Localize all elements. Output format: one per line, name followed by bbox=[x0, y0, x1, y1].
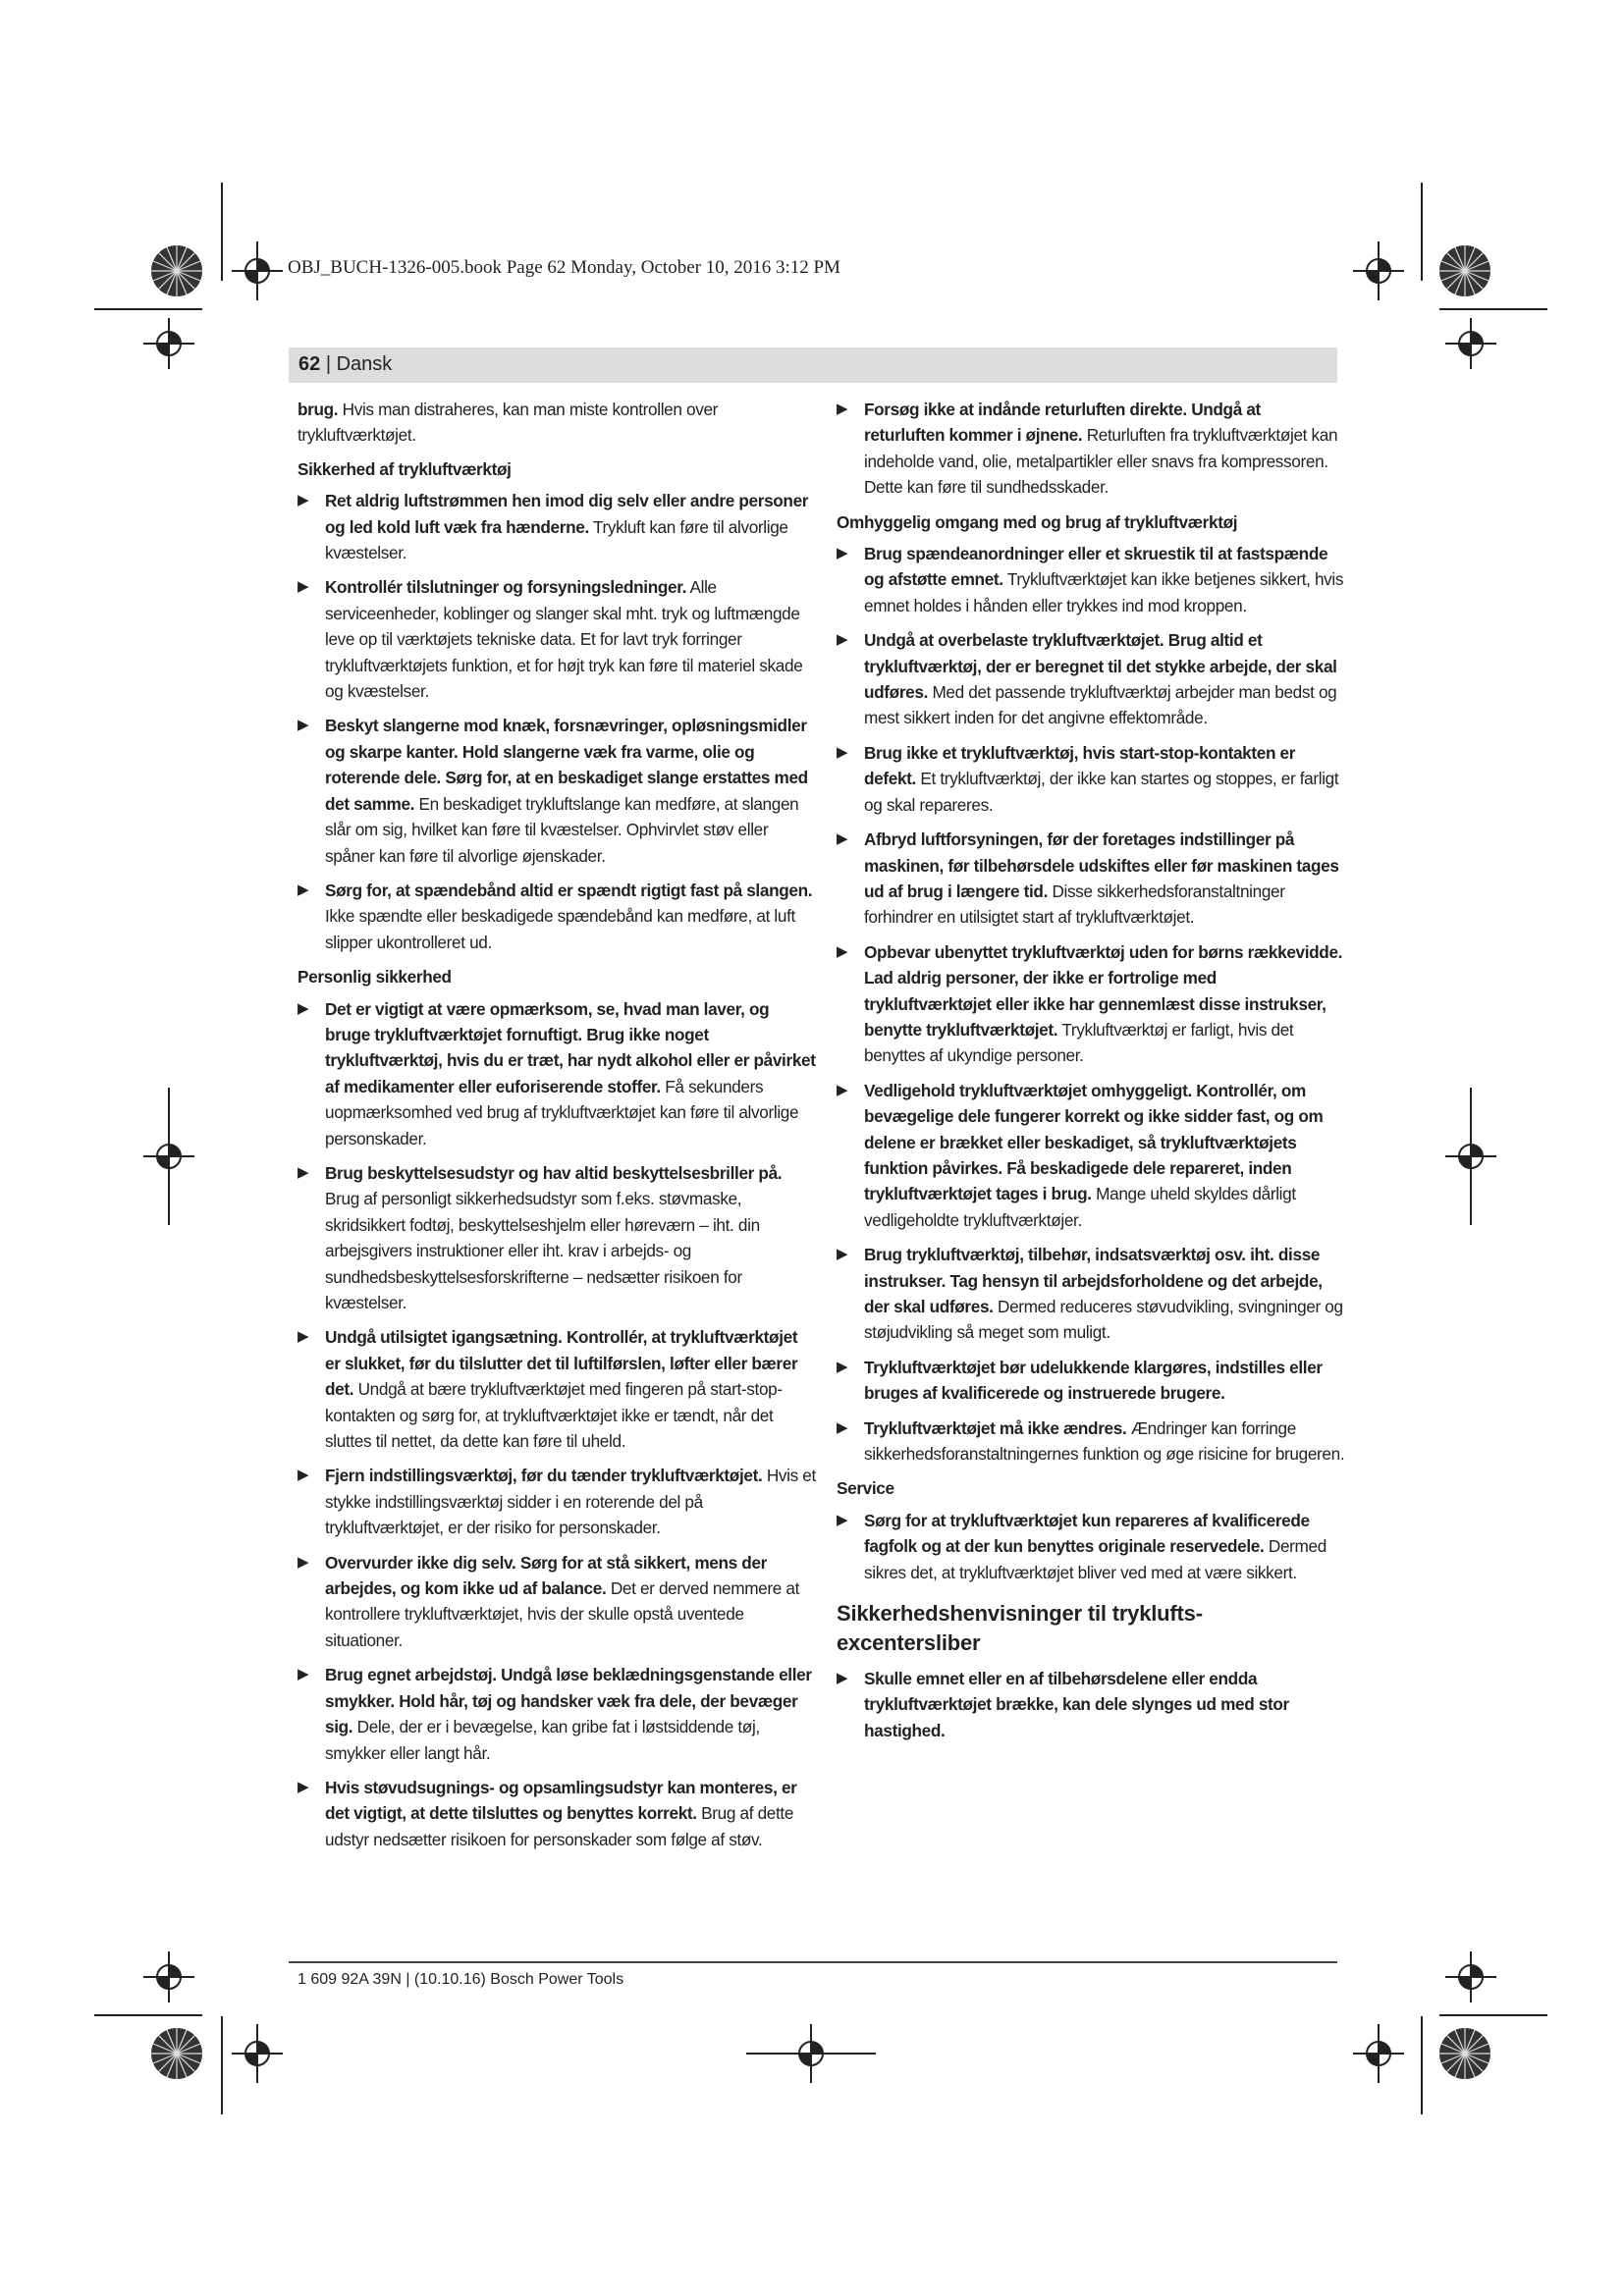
warning-bold: Skulle emnet eller en af tilbehørsdelene eller endda trykluftværktøjet brække, kan dele slynges ud med stor hastighed. bbox=[864, 1669, 1289, 1740]
warning-item bbox=[837, 1242, 1345, 1346]
warning-item bbox=[298, 1160, 816, 1315]
warning-item bbox=[837, 627, 1345, 731]
warning-item bbox=[298, 574, 816, 704]
warning-text: En beskadiget trykluftslange kan medføre, at slangen slår om sig, hvilket kan føre til kvæstelser. Ophvirvlet støv eller spåner kan føre til alvorlige øjenskader. bbox=[325, 793, 799, 866]
warning-item bbox=[837, 1508, 1345, 1585]
warning-bold: Fjern indstillingsværktøj, før du tænder trykluftværktøjet. bbox=[325, 1466, 763, 1486]
trim-line bbox=[94, 308, 202, 310]
bullet-arrow-icon: ▶ bbox=[298, 1328, 309, 1346]
bullet-arrow-icon: ▶ bbox=[298, 1163, 309, 1181]
warning-bold: Undgå utilsigtet igangsætning. Kontrollér, at trykluftværktøjet er slukket, før du tilslutter det til luftilførslen, løfter eller bærer det. bbox=[325, 1327, 798, 1400]
warning-bold: Undgå at overbelaste trykluftværktøjet. Brug altid et trykluftværktøj, der er beregnet til det stykke arbejde, der skal udføres. bbox=[864, 630, 1337, 703]
warning-item bbox=[298, 1775, 816, 1852]
warning-text: Undgå at bære trykluftværktøjet med fingeren på start-stop-kontakten og sørg for, at trykluftværktøjet ikke er tændt, når det sluttes til nettet, da dette kan føre til uheld. bbox=[325, 1379, 783, 1452]
warning-bold: Forsøg ikke at indånde returluften direkte. Undgå at returluften kommer i øjnene. bbox=[864, 400, 1261, 446]
warning-text: Trykluft kan føre til alvorlige kvæstelser. bbox=[325, 516, 788, 563]
intro-text: Hvis man distraheres, kan man miste kontrollen over trykluftværktøjet. bbox=[298, 400, 719, 446]
crosshair-top-right-mark bbox=[1353, 241, 1404, 300]
trim-line bbox=[1421, 183, 1423, 281]
warning-text: Ændringer kan forringe sikkerhedsforanstaltningernes funktion og øge risicine for brugeren. bbox=[864, 1417, 1345, 1465]
crosshair-right-upper-mark bbox=[1445, 318, 1496, 369]
section-heading: Omhyggelig omgang med og brug af trykluftværktøj bbox=[837, 511, 1238, 532]
file-slug-line: OBJ_BUCH-1326-005.book Page 62 Monday, October 10, 2016 3:12 PM bbox=[288, 257, 840, 278]
warning-text: Et trykluftværktøj, der ikke kan startes og stoppes, er farligt og skal repareres. bbox=[864, 769, 1339, 815]
intro-paragraph bbox=[298, 397, 816, 449]
footer-rule bbox=[289, 1961, 1337, 1963]
warning-bold: Overvurder ikke dig selv. Sørg for at stå sikkert, mens der arbejdes, og kom ikke ud af balance. bbox=[325, 1552, 767, 1599]
bullet-arrow-icon: ▶ bbox=[298, 1553, 309, 1571]
bullet-arrow-icon: ▶ bbox=[837, 1358, 848, 1375]
crosshair-right-lower-mark bbox=[1445, 1951, 1496, 2002]
warning-item bbox=[298, 878, 816, 955]
bullet-arrow-icon: ▶ bbox=[837, 830, 848, 848]
section-heading: Service bbox=[837, 1478, 894, 1499]
trim-line bbox=[1421, 2016, 1423, 2114]
warning-text: Hvis et stykke indstillingsværktøj sidder i en roterende del på trykluftværktøjet, er der risiko for personskader. bbox=[325, 1466, 816, 1538]
bullet-arrow-icon: ▶ bbox=[837, 743, 848, 761]
warning-bold: Beskyt slangerne mod knæk, forsnævringer, opløsningsmidler og skarpe kanter. Hold slangerne væk fra varme, olie og roterende dele. Sørg for, at en beskadiget slange erstattes med det samme. bbox=[325, 716, 808, 814]
registration-mark-top-left bbox=[147, 241, 206, 300]
warning-item bbox=[298, 713, 816, 868]
warning-text: Disse sikkerhedsforanstaltninger forhindrer en utilsigtet start af trykluftværktøjet. bbox=[864, 881, 1285, 928]
warning-item bbox=[837, 1666, 1345, 1743]
header-separator: | bbox=[325, 353, 332, 375]
warning-text: Mange uheld skyldes dårligt vedligeholdte trykluftværktøjer. bbox=[864, 1184, 1296, 1230]
warning-item bbox=[837, 740, 1345, 818]
warning-text: Dermed reduceres støvudvikling, svingninger og støjudvikling så meget som muligt. bbox=[864, 1297, 1343, 1343]
bullet-arrow-icon: ▶ bbox=[837, 1081, 848, 1098]
registration-mark-top-right bbox=[1435, 241, 1494, 300]
warning-text: Ikke spændte eller beskadigede spændebånd kan medføre, at luft slipper ukontrolleret ud. bbox=[325, 906, 795, 952]
warning-bold: Brug beskyttelsesudstyr og hav altid beskyttelsesbriller på. bbox=[325, 1162, 783, 1183]
warning-text: Brug af personligt sikkerhedsudstyr som f.eks. støvmaske, skridsikkert fodtøj, beskyttelseshjelm eller høreværn – iht. din arbejsgivers instruktioner eller iht. krav i arbejds- og sundhedsbeskyttelsesforskrifterne – nedsætter risikoen for kvæstelser. bbox=[325, 1189, 760, 1312]
bullet-arrow-icon: ▶ bbox=[298, 881, 309, 898]
warning-item bbox=[298, 1463, 816, 1540]
section-heading: Personlig sikkerhed bbox=[298, 967, 452, 988]
warning-bold: Det er vigtigt at være opmærksom, se, hvad man laver, og bruge trykluftværktøjet fornuftigt. Brug ikke noget trykluftværktøj, hvis du er træt, har nydt alkohol eller er påvirket af medikamenter eller euforiserende stoffer. bbox=[325, 998, 816, 1096]
warning-text: Returluften fra trykluftværktøjet kan indeholde vand, olie, metalpartikler eller snavs fra kompressoren. Dette kan føre til sundhedsskader. bbox=[864, 425, 1338, 498]
warning-item bbox=[298, 996, 816, 1151]
warning-bold: Brug ikke et trykluftværktøj, hvis start-stop-kontakten er defekt. bbox=[864, 742, 1296, 789]
warning-bold: Trykluftværktøjet må ikke ændres. bbox=[864, 1417, 1127, 1438]
trim-line bbox=[1470, 1088, 1472, 1225]
warning-item bbox=[837, 397, 1345, 501]
warning-bold: Hvis støvudsugnings- og opsamlingsudstyr kan monteres, er det vigtigt, at dette tilsluttes og benyttes korrekt. bbox=[325, 1777, 797, 1824]
warning-item bbox=[298, 488, 816, 565]
warning-bold: Ret aldrig luftstrømmen hen imod dig selv eller andre personer og led kold luft væk fra hænderne. bbox=[325, 491, 809, 537]
trim-line bbox=[1439, 2014, 1547, 2016]
bullet-arrow-icon: ▶ bbox=[837, 1246, 848, 1263]
warning-item bbox=[298, 1550, 816, 1654]
warning-item bbox=[837, 1415, 1345, 1468]
warning-text: Alle serviceenheder, koblinger og slanger skal mht. tryk og luftmængde leve op til værktøjets tekniske data. Et for lavt tryk forringer trykluftværktøjets funktion, et for højt tryk kan føre til materiel skade og kvæstelser. bbox=[325, 577, 803, 702]
warning-bold: Opbevar ubenyttet trykluftværktøj uden for børns rækkevidde. Lad aldrig personer, der ikke er fortrolige med trykluftværktøjet eller ikke har gennemlæst disse instrukser, benytte trykluftværktøjet. bbox=[864, 941, 1343, 1040]
bullet-arrow-icon: ▶ bbox=[298, 1666, 309, 1683]
bullet-arrow-icon: ▶ bbox=[837, 400, 848, 417]
warning-bold: Brug trykluftværktøj, tilbehør, indsatsværktøj osv. iht. disse instrukser. Tag hensyn til arbejdsforholdene og det arbejde, der skal udføres. bbox=[864, 1245, 1323, 1316]
left-column bbox=[298, 397, 816, 1861]
warning-bold: Brug spændeanordninger eller et skruestik til at fastspænde og afstøtte emnet. bbox=[864, 544, 1328, 590]
warning-text: Med det passende trykluftværktøj arbejder man bedst og mest sikkert inden for det angivne effektområde. bbox=[864, 682, 1337, 728]
page-number: 62 bbox=[298, 353, 321, 375]
warning-text: Det er derved nemmere at kontrollere trykluftværktøjet, hvis der skulle opstå uventede situationer. bbox=[325, 1578, 800, 1650]
warning-item bbox=[837, 1355, 1345, 1407]
crosshair-left-upper-mark bbox=[143, 318, 194, 369]
bullet-arrow-icon: ▶ bbox=[298, 492, 309, 509]
bullet-arrow-icon: ▶ bbox=[298, 578, 309, 596]
crosshair-bottom-right-mark bbox=[1353, 2024, 1404, 2083]
crosshair-left-lower-mark bbox=[143, 1951, 194, 2002]
warning-bold: Kontrollér tilslutninger og forsyningsledninger. bbox=[325, 577, 687, 598]
trim-line bbox=[94, 2014, 202, 2016]
warning-item bbox=[298, 1662, 816, 1766]
warning-bold: Sørg for, at spændebånd altid er spændt rigtigt fast på slangen. bbox=[325, 880, 813, 900]
warning-item bbox=[837, 939, 1345, 1069]
warning-item bbox=[837, 827, 1345, 931]
section-title: Sikkerhedshenvisninger til tryklufts-excentersliber bbox=[837, 1601, 1203, 1656]
warning-text: Dermed sikres det, at trykluftværktøjet bliver ved med at være sikkert. bbox=[864, 1536, 1326, 1582]
warning-bold: Sørg for at trykluftværktøjet kun repareres af kvalificerede fagfolk og at der kun benyttes originale reservedele. bbox=[864, 1510, 1310, 1557]
bullet-arrow-icon: ▶ bbox=[837, 1511, 848, 1528]
bullet-arrow-icon: ▶ bbox=[837, 545, 848, 562]
bullet-arrow-icon: ▶ bbox=[837, 631, 848, 649]
header-language: Dansk bbox=[336, 353, 393, 375]
trim-line bbox=[221, 183, 223, 281]
warning-text: Få sekunders uopmærksomhed ved brug af trykluftværktøjet kan føre til alvorlige personskader. bbox=[325, 1076, 799, 1148]
warning-text: Brug af dette udstyr nedsætter risikoen for personskader som følge af støv. bbox=[325, 1803, 794, 1849]
warning-text: Trykluftværktøjet kan ikke betjenes sikkert, hvis emnet holdes i hånden eller trykkes ind mod kroppen. bbox=[864, 569, 1344, 615]
warning-bold: Brug egnet arbejdstøj. Undgå løse beklædningsgenstande eller smykker. Hold hår, tøj og handsker væk fra dele, der bevæger sig. bbox=[325, 1665, 812, 1737]
bullet-arrow-icon: ▶ bbox=[298, 1467, 309, 1484]
registration-mark-bottom-left bbox=[147, 2024, 206, 2083]
intro-bold: brug. bbox=[298, 400, 339, 419]
warning-bold: Vedligehold trykluftværktøjet omhyggeligt. Kontrollér, om bevægelige dele fungerer korrekt og ikke sidder fast, og om delene er brækket eller beskadiget, så trykluftværktøjets funktion påvirkes. Få beskadigede dele repareret, inden trykluftværktøjet tages i brug. bbox=[864, 1080, 1324, 1204]
page-footer: 1 609 92A 39N | (10.10.16) Bosch Power Tools bbox=[298, 1971, 624, 1988]
bullet-arrow-icon: ▶ bbox=[298, 999, 309, 1017]
warning-item bbox=[298, 1324, 816, 1454]
page-header bbox=[298, 353, 392, 376]
bullet-arrow-icon: ▶ bbox=[837, 942, 848, 960]
crosshair-top-left-mark bbox=[232, 241, 283, 300]
warning-item bbox=[837, 1078, 1345, 1233]
bullet-arrow-icon: ▶ bbox=[837, 1418, 848, 1436]
trim-line bbox=[168, 1088, 170, 1225]
bullet-arrow-icon: ▶ bbox=[298, 717, 309, 734]
warning-bold: Afbryd luftforsyningen, før der foretages indstillinger på maskinen, før tilbehørsdele udskiftes eller før maskinen tages ud af brug i længere tid. bbox=[864, 829, 1339, 901]
trim-line bbox=[221, 2016, 223, 2114]
warning-item bbox=[837, 541, 1345, 618]
bullet-arrow-icon: ▶ bbox=[298, 1778, 309, 1795]
right-column bbox=[837, 397, 1345, 1752]
warning-text: Trykluftværktøj er farligt, hvis det benyttes af ukyndige personer. bbox=[864, 1019, 1294, 1066]
section-heading: Sikkerhed af trykluftværktøj bbox=[298, 458, 512, 479]
warning-bold: Trykluftværktøjet bør udelukkende klargøres, indstilles eller bruges af kvalificerede og instruerede brugere. bbox=[864, 1357, 1323, 1404]
bullet-arrow-icon: ▶ bbox=[837, 1670, 848, 1687]
crosshair-bottom-left-mark bbox=[232, 2024, 283, 2083]
registration-mark-bottom-right bbox=[1435, 2024, 1494, 2083]
trim-line bbox=[746, 2053, 876, 2055]
warning-text: Dele, der er i bevægelse, kan gribe fat i løstsiddende tøj, smykker eller langt hår. bbox=[325, 1717, 760, 1763]
trim-line bbox=[1439, 308, 1547, 310]
page-header-bar bbox=[289, 347, 1337, 383]
